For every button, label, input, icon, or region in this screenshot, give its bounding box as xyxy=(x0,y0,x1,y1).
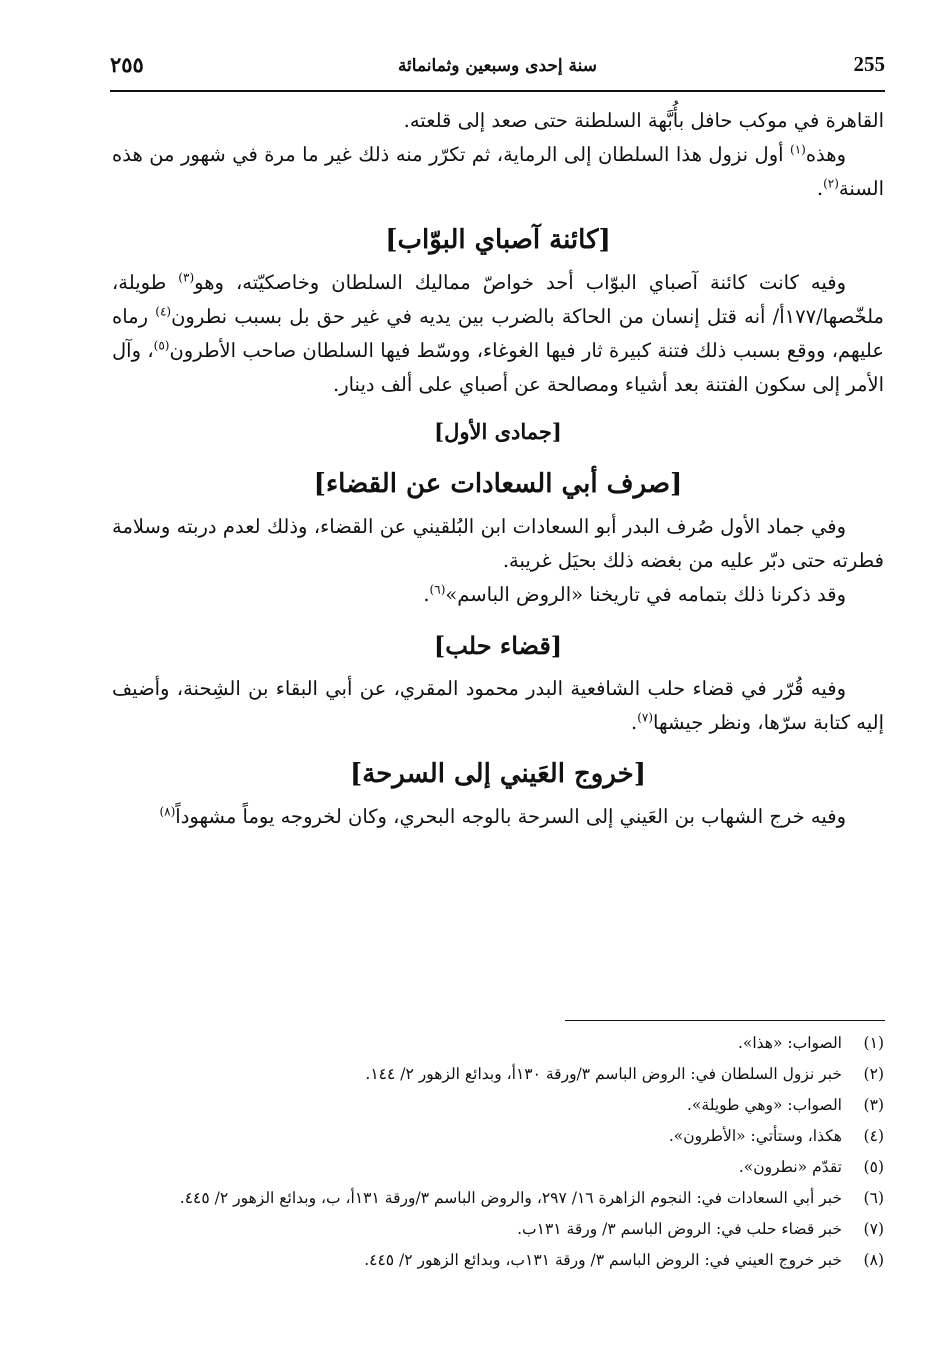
footnote xyxy=(112,1121,884,1152)
paragraph: وفيه قُرّر في قضاء حلب الشافعية البدر محمود المقري، عن أبي البقاء بن الشِحنة، وأضيف إليه كتابة سرّها، ونظر جيشها$^{(٧)}$. xyxy=(112,677,884,734)
footnote-text: خبر نزول السلطان في: الروض الباسم ٣/ورقة ١٣٠أ، وبدائع الزهور ٢/ ١٤٤. xyxy=(365,1065,842,1083)
footnote xyxy=(112,1245,884,1276)
footnote-number: (٧) xyxy=(863,1220,884,1238)
main-text xyxy=(112,104,884,834)
footnote xyxy=(112,1059,884,1090)
footnote-ref: (٦) xyxy=(429,582,446,597)
footnote-ref: (١) xyxy=(790,142,806,157)
footnote-ref: (٥) xyxy=(153,338,170,353)
footnote xyxy=(112,1090,884,1121)
footnote-ref: (٢) xyxy=(823,176,839,191)
footnote-rule xyxy=(565,1020,885,1021)
paragraph: وقد ذكرنا ذلك بتمامه في تاريخنا «الروض الباسم»$^{(٦)}$. xyxy=(423,582,846,606)
footnote-number: (٦) xyxy=(863,1189,884,1207)
footnote-text: الصواب: «هذا». xyxy=(737,1034,842,1052)
paragraph: وفيه كانت كائنة آصباي البوّاب أحد خواصّ مماليك السلطان وخاصكيّته، وهو$^{(٣)}$ طويلة، ملخّصها/١٧٧أ/ أنه قتل إنسان من الحاكة بالضرب بين يديه في غير حق بل بسبب نطرون$^{(٤)}$ رماه عليهم، ووقع بسبب ذلك فتنة كبيرة ثار فيها الغوغاء، ووسّط فيها السلطان صاحب الأطرون$^{(٥)}$، وآل الأمر إلى سكون الفتنة بعد أشياء ومصالحة عن أصباي على ألف دينار. xyxy=(112,270,884,396)
footnote-number: (٢) xyxy=(863,1065,884,1083)
footnote-text: خبر أبي السعادات في: النجوم الزاهرة ١٦/ ٢٩٧، والروض الباسم ٣/ورقة ١٣١أ، ب، وبدائع الزهور ٢/ ٤٤٥. xyxy=(179,1189,842,1207)
footnote xyxy=(112,1028,884,1059)
footnote-text: خبر قضاء حلب في: الروض الباسم ٣/ ورقة ١٣١ب. xyxy=(517,1220,842,1238)
footnote-ref: (٣) xyxy=(178,270,195,285)
section-heading: [صرف أبي السعادات عن القضاء] xyxy=(313,469,683,499)
footnote xyxy=(112,1214,884,1245)
footnote-text: تقدّم «نطرون». xyxy=(738,1158,842,1176)
page-number-arabic: ٢٥٥ xyxy=(110,52,144,77)
section-heading: [كائنة آصباي البوّاب] xyxy=(385,225,611,255)
header-rule xyxy=(110,90,885,92)
footnote-ref: (٧) xyxy=(637,710,654,725)
page-number: 255 xyxy=(853,52,885,76)
footnote-number: (١) xyxy=(863,1034,884,1052)
footnote-number: (٣) xyxy=(863,1096,884,1114)
footnote-text: الصواب: «وهي طويلة». xyxy=(686,1096,842,1114)
footnote-number: (٤) xyxy=(863,1127,884,1145)
paragraph: وفيه خرج الشهاب بن العَيني إلى السرحة بالوجه البحري، وكان لخروجه يوماً مشهوداً$^{(٨)}$ xyxy=(159,804,846,828)
footnote-text: خبر خروج العيني في: الروض الباسم ٣/ ورقة ١٣١ب، وبدائع الزهور ٢/ ٤٤٥. xyxy=(364,1251,842,1269)
section-heading: [قضاء حلب] xyxy=(433,631,563,660)
footnote-number: (٥) xyxy=(863,1158,884,1176)
footnote-number: (٨) xyxy=(863,1251,884,1269)
section-heading: [خروج العَيني إلى السرحة] xyxy=(349,759,647,789)
footnote xyxy=(112,1183,884,1214)
footnote xyxy=(112,1152,884,1183)
paragraph: وهذه$^{(١)}$ أول نزول هذا السلطان إلى الرماية، ثم تكرّر منه ذلك غير ما مرة في شهور من هذه السنة$^{(٢)}$. xyxy=(112,142,884,200)
paragraph: وفي جماد الأول صُرف البدر أبو السعادات ابن البُلقيني عن القضاء، وذلك لعدم دربته وسلامة فطرته حتى دبّر عليه من بغضه ذلك بحيَل غريبة. xyxy=(112,515,884,572)
running-title: سنة إحدى وسبعين وثمانمائة xyxy=(397,56,598,76)
footnotes xyxy=(112,1028,884,1276)
month-heading: [جمادى الأول] xyxy=(434,419,562,444)
paragraph: القاهرة في موكب حافل بأُبَّهة السلطنة حتى صعد إلى قلعته. xyxy=(403,109,884,132)
page-header xyxy=(110,52,885,88)
footnote-text: هكذا، وستأتي: «الأطرون». xyxy=(668,1127,842,1145)
footnote-ref: (٨) xyxy=(159,804,176,819)
footnote-ref: (٤) xyxy=(155,304,172,319)
